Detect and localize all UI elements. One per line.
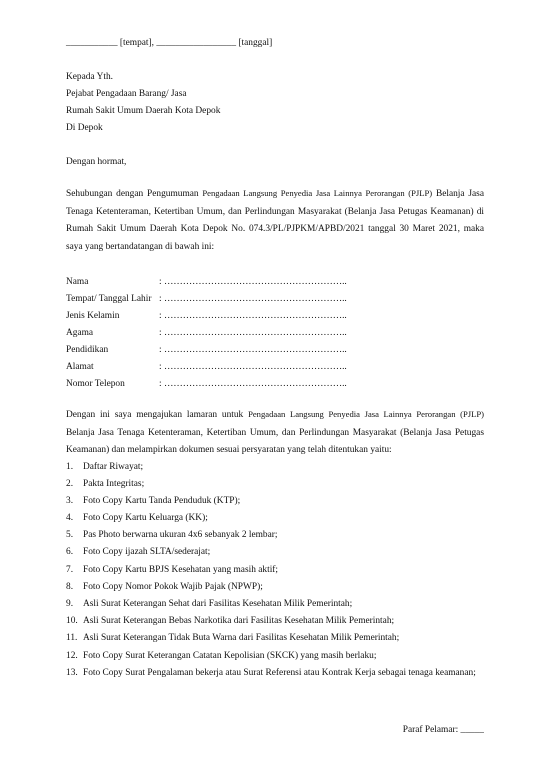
addressee-line-3: Rumah Sakit Umum Daerah Kota Depok xyxy=(66,106,221,116)
statement-text-2: Pengadaan Langsung Penyedia Jasa Lainnya Perorangan (PJLP) xyxy=(248,409,484,419)
list-item-number: 2. xyxy=(66,479,74,489)
field-value-jenis-kelamin: : ………………………………………………….. xyxy=(159,311,347,321)
list-item-text: Foto Copy Surat Pengalaman bekerja atau Surat Referensi atau Kontrak Kerja sebagai tenaga keamanan; xyxy=(83,668,476,678)
list-item-number: 9. xyxy=(66,599,74,609)
addressee-line-1: Kepada Yth. xyxy=(66,72,114,82)
applicant-initial-line: Paraf Pelamar: _____ xyxy=(402,725,484,735)
intro-text-1: Sehubungan dengan Pengumuman xyxy=(66,189,203,199)
field-label-tempat-tanggal-lahir: Tempat/ Tanggal Lahir xyxy=(66,294,152,304)
intro-paragraph xyxy=(66,185,484,256)
list-item-text: Asli Surat Keterangan Sehat dari Fasilitas Kesehatan Milik Pemerintah; xyxy=(83,599,353,609)
list-item-number: 4. xyxy=(66,513,74,523)
field-label-nomor-telepon: Nomor Telepon xyxy=(66,379,125,389)
list-item-number: 12. xyxy=(66,651,78,661)
list-item-number: 11. xyxy=(66,633,78,643)
place-date-line: ___________ [tempat], _________________ [tanggal] xyxy=(66,38,273,48)
statement-paragraph xyxy=(66,406,484,460)
field-label-pendidikan: Pendidikan xyxy=(66,345,109,355)
list-item-text: Daftar Riwayat; xyxy=(83,462,144,472)
list-item-text: Pas Photo berwarna ukuran 4x6 sebanyak 2 lembar; xyxy=(83,530,278,540)
statement-text-1: Dengan ini saya mengajukan lamaran untuk xyxy=(66,410,249,420)
list-item-number: 8. xyxy=(66,582,74,592)
field-value-pendidikan: : ………………………………………………….. xyxy=(159,345,347,355)
list-item-text: Foto Copy Surat Keterangan Catatan Kepolisian (SKCK) yang masih berlaku; xyxy=(83,651,377,661)
list-item-text: Foto Copy Kartu BPJS Kesehatan yang masih aktif; xyxy=(83,565,279,575)
field-value-agama: : ………………………………………………….. xyxy=(159,328,347,338)
field-value-alamat: : ………………………………………………….. xyxy=(159,362,347,372)
list-item-text: Foto Copy Kartu Tanda Penduduk (KTP); xyxy=(83,496,241,506)
field-label-jenis-kelamin: Jenis Kelamin xyxy=(66,311,120,321)
list-item-text: Foto Copy ijazah SLTA/sederajat; xyxy=(83,547,211,557)
intro-text-3: Belanja Jasa Tenaga Ketenteraman, Ketertiban Umum, dan Perlindungan Masyarakat (Belanja Jasa Petugas Keamanan) di Rumah Sakit Umum Daerah Kota Depok No. 074.3/PL/PJPKM/APBD/2021 tanggal 30 Maret 2021, maka saya yang bertandatangan di bawah ini: xyxy=(66,189,484,252)
list-item-number: 7. xyxy=(66,565,74,575)
field-label-alamat: Alamat xyxy=(66,362,94,372)
list-item-number: 6. xyxy=(66,547,74,557)
list-item-text: Asli Surat Keterangan Bebas Narkotika dari Fasilitas Kesehatan Milik Pemerintah; xyxy=(83,616,395,626)
list-item-text: Asli Surat Keterangan Tidak Buta Warna dari Fasilitas Kesehatan Milik Pemerintah; xyxy=(83,633,400,643)
field-label-agama: Agama xyxy=(66,328,94,338)
statement-text-3: Belanja Jasa Tenaga Ketenteraman, Ketertiban Umum, dan Perlindungan Masyarakat (Belanja Jasa Petugas Keamanan) dan melampirkan dokumen sesuai persyaratan yang telah ditentukan yaitu: xyxy=(66,427,484,455)
field-label-nama: Nama xyxy=(66,277,89,287)
list-item-text: Pakta Integritas; xyxy=(83,479,145,489)
field-value-nama: : ………………………………………………….. xyxy=(159,277,347,287)
field-value-tempat-tanggal-lahir: : ………………………………………………….. xyxy=(159,294,347,304)
intro-text-2: Pengadaan Langsung Penyedia Jasa Lainnya Perorangan (PJLP) xyxy=(202,188,433,198)
list-item-text: Foto Copy Nomor Pokok Wajib Pajak (NPWP); xyxy=(83,582,263,592)
list-item-number: 1. xyxy=(66,462,74,472)
list-item-number: 3. xyxy=(66,496,74,506)
addressee-line-4: Di Depok xyxy=(66,123,103,133)
list-item-number: 10. xyxy=(66,616,78,626)
greeting: Dengan hormat, xyxy=(66,157,127,167)
addressee-line-2: Pejabat Pengadaan Barang/ Jasa xyxy=(66,89,187,99)
list-item-number: 5. xyxy=(66,530,74,540)
field-value-nomor-telepon: : ………………………………………………….. xyxy=(159,379,347,389)
list-item-text: Foto Copy Kartu Keluarga (KK); xyxy=(83,513,208,523)
list-item-number: 13. xyxy=(66,668,78,678)
